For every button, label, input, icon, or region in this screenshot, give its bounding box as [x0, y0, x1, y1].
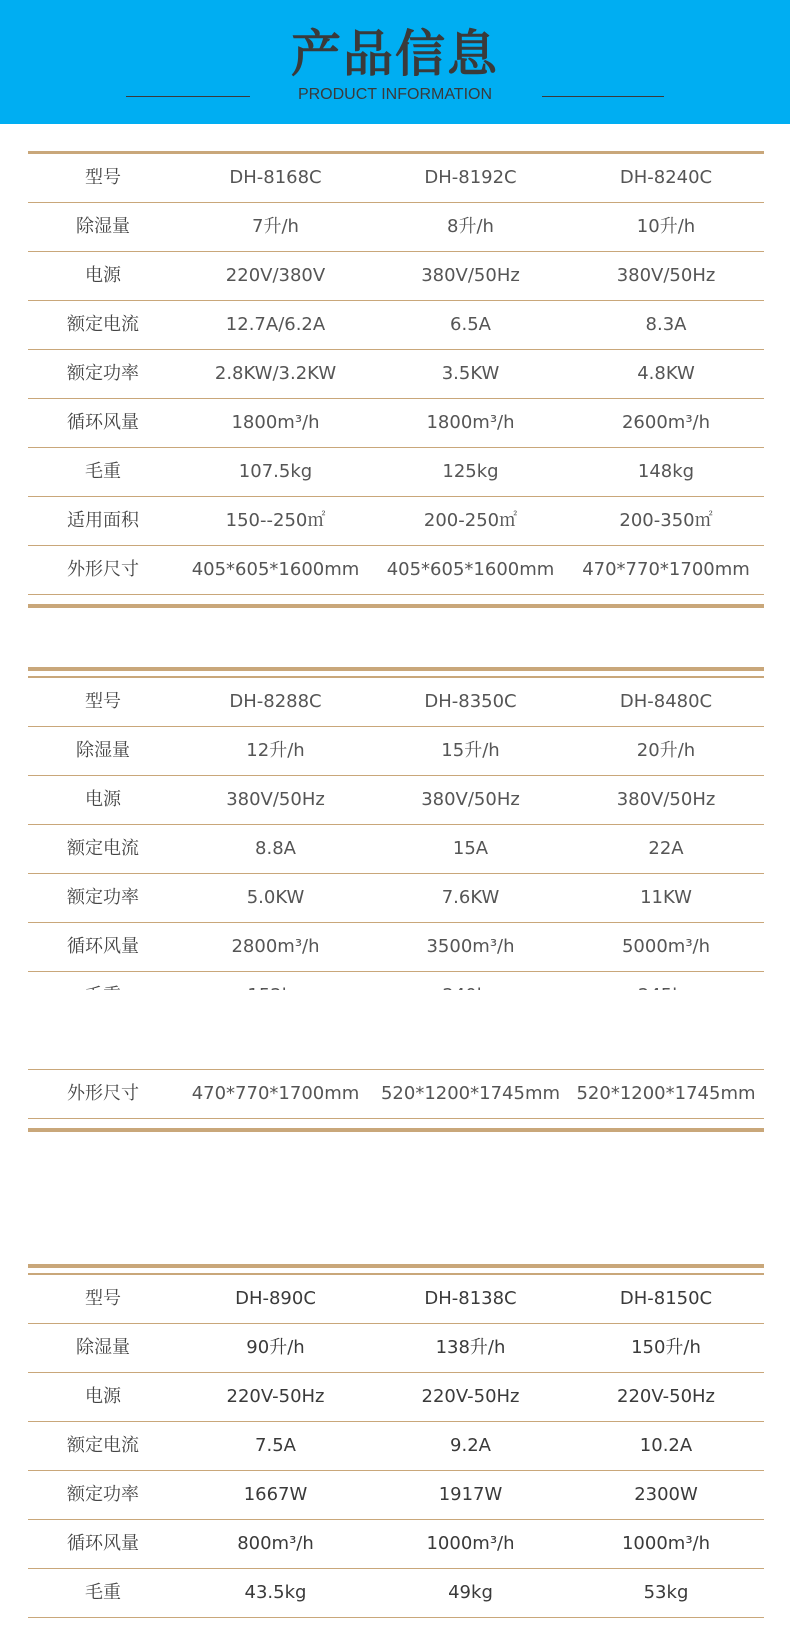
row-value: 2600m³/h	[621, 412, 711, 433]
row-value: 125kg	[442, 461, 499, 482]
row-value: 10升/h	[636, 216, 696, 237]
row-value: 1000m³/h	[621, 1533, 711, 1554]
row-value: 138升/h	[435, 1337, 506, 1358]
row-value: 220V-50Hz	[226, 1386, 325, 1407]
page-title: 产品信息	[291, 25, 499, 83]
row-value: 380V/50Hz	[421, 265, 520, 286]
row-value: 380V/50Hz	[226, 789, 325, 810]
table-row	[28, 350, 764, 399]
row-value: 107.5kg	[238, 461, 313, 482]
row-label: 额定电流	[67, 1435, 139, 1456]
row-value: 4.8KW	[637, 363, 695, 384]
row-value: 150升/h	[631, 1337, 701, 1358]
row-value: 11KW	[640, 887, 692, 908]
row-label: 循环风量	[67, 412, 139, 433]
row-value: DH-8138C	[424, 1288, 517, 1309]
row-label: 外形尺寸	[67, 559, 139, 580]
row-label: 毛重	[85, 461, 121, 482]
spec-table-2	[28, 667, 764, 1132]
table-row	[28, 1569, 764, 1618]
row-value: 520*1200*1745mm	[380, 1083, 561, 1104]
row-value: DH-8288C	[229, 691, 322, 712]
row-value: 405*605*1600mm	[386, 559, 555, 580]
row-value: 90升/h	[246, 1337, 305, 1358]
table-top-rule	[28, 667, 764, 671]
row-label: 适用面积	[67, 510, 139, 531]
row-value: 10.2A	[639, 1435, 693, 1456]
table-top-rule	[28, 1264, 764, 1268]
row-label: 循环风量	[67, 936, 139, 957]
row-value: 380V/50Hz	[616, 265, 716, 286]
table-row	[28, 923, 764, 972]
row-label: 电源	[85, 1386, 121, 1407]
table-row	[28, 825, 764, 874]
row-value: 9.2A	[450, 1435, 491, 1456]
row-value: 15升/h	[441, 740, 500, 761]
row-value: 12升/h	[246, 740, 305, 761]
row-value: DH-8168C	[229, 167, 322, 188]
table-row	[28, 678, 764, 727]
row-value: 5.0KW	[246, 887, 305, 908]
image-cut-gap	[0, 990, 790, 1052]
row-label: 外形尺寸	[67, 1083, 139, 1104]
table-row	[28, 776, 764, 825]
table-row	[28, 1520, 764, 1569]
row-value: 22A	[648, 838, 684, 859]
row-value: 200-250㎡	[423, 510, 518, 531]
row-value: 1800m³/h	[231, 412, 320, 433]
row-label: 型号	[85, 167, 121, 188]
table-row	[28, 1324, 764, 1373]
row-value: 7.5A	[255, 1435, 296, 1456]
row-value: 220V-50Hz	[421, 1386, 520, 1407]
row-value: 380V/50Hz	[421, 789, 520, 810]
row-value: 520*1200*1745mm	[576, 1083, 756, 1104]
row-label: 除湿量	[76, 740, 130, 761]
row-label: 额定电流	[67, 314, 139, 335]
row-label: 循环风量	[67, 1533, 139, 1554]
row-value: 5000m³/h	[621, 936, 711, 957]
row-value: 380V/50Hz	[616, 789, 716, 810]
table-row	[28, 203, 764, 252]
row-value: 1800m³/h	[426, 412, 515, 433]
row-value: 800m³/h	[237, 1533, 314, 1554]
row-value: 470*770*1700mm	[582, 559, 750, 580]
row-label: 型号	[85, 1288, 121, 1309]
row-value: 1667W	[243, 1484, 308, 1505]
table-row	[28, 448, 764, 497]
table-row	[28, 1373, 764, 1422]
table-row	[28, 399, 764, 448]
table-row	[28, 727, 764, 776]
row-label: 额定电流	[67, 838, 139, 859]
row-label: 额定功率	[67, 363, 139, 384]
row-value: 53kg	[643, 1582, 689, 1603]
row-value: 3.5KW	[441, 363, 500, 384]
row-value: 12.7A/6.2A	[225, 314, 326, 335]
row-value: 20升/h	[636, 740, 696, 761]
row-value: 150--250㎡	[225, 510, 326, 531]
row-label: 电源	[85, 789, 121, 810]
row-value: 1917W	[438, 1484, 503, 1505]
row-value: 15A	[452, 838, 489, 859]
product-info-header	[0, 0, 790, 124]
row-value: 2300W	[634, 1484, 698, 1505]
row-value: 2800m³/h	[231, 936, 320, 957]
table-row	[28, 1070, 764, 1119]
table-row	[28, 301, 764, 350]
row-value: 1000m³/h	[426, 1533, 515, 1554]
row-label: 额定功率	[67, 1484, 139, 1505]
table-row	[28, 1275, 764, 1324]
row-value: 6.5A	[450, 314, 491, 335]
page-subtitle: PRODUCT INFORMATION	[297, 86, 493, 103]
row-value: 220V-50Hz	[617, 1386, 715, 1407]
row-value: 8升/h	[447, 216, 494, 237]
row-value: DH-8480C	[619, 691, 713, 712]
title-rule-right	[542, 96, 664, 97]
row-value: 8.3A	[645, 314, 687, 335]
row-value: 220V/380V	[225, 265, 326, 286]
row-label: 电源	[85, 265, 121, 286]
table-row	[28, 1422, 764, 1471]
table-row	[28, 546, 764, 595]
row-value: 200-350㎡	[619, 510, 713, 531]
row-value: DH-8240C	[619, 167, 713, 188]
row-value: 405*605*1600mm	[191, 559, 360, 580]
row-value: 2.8KW/3.2KW	[214, 363, 337, 384]
table-bottom-rule	[28, 604, 764, 608]
row-label: 毛重	[85, 1582, 121, 1603]
table-row	[28, 1471, 764, 1520]
row-value: DH-8192C	[424, 167, 517, 188]
row-label: 型号	[85, 691, 121, 712]
spec-table-3	[28, 1264, 764, 1618]
row-value: DH-8350C	[424, 691, 517, 712]
row-label: 除湿量	[76, 1337, 130, 1358]
row-value: 470*770*1700mm	[191, 1083, 360, 1104]
row-value: 7升/h	[252, 216, 299, 237]
row-label: 除湿量	[76, 216, 130, 237]
table-row	[28, 497, 764, 546]
row-value: 8.8A	[255, 838, 296, 859]
table-row	[28, 252, 764, 301]
table-row	[28, 874, 764, 923]
row-value: 49kg	[448, 1582, 493, 1603]
row-value: 3500m³/h	[426, 936, 515, 957]
row-value: DH-8150C	[619, 1288, 713, 1309]
row-value: 7.6KW	[441, 887, 500, 908]
row-value: 43.5kg	[244, 1582, 307, 1603]
spec-table-1	[28, 151, 764, 608]
table-bottom-rule	[28, 1128, 764, 1132]
row-value: 148kg	[637, 461, 695, 482]
table-row	[28, 154, 764, 203]
row-label: 额定功率	[67, 887, 139, 908]
row-value: DH-890C	[235, 1288, 316, 1309]
